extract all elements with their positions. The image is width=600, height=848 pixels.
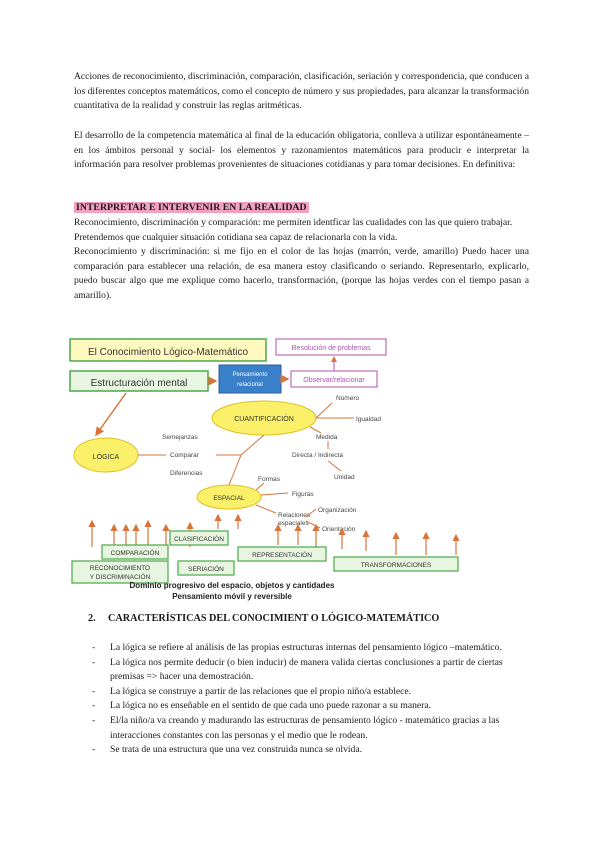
list-item — [92, 714, 532, 743]
characteristics-list — [92, 641, 532, 758]
comparacion-label: COMPARACIÓN — [110, 550, 160, 557]
representacion-label: REPRESENTACIÓN — [252, 552, 312, 559]
section-number: 2. — [88, 613, 96, 624]
list-item-text: La lógica se refiere al análisis de las propias estructuras internas del pensamiento lógico –matemático. — [110, 642, 502, 653]
word-relaciones-2: espaciales — [278, 520, 309, 527]
bullet-dash: - — [92, 714, 96, 726]
list-item-text: La lógica se construye a partir de las relaciones que el propio niño/a establece. — [110, 685, 412, 697]
word-orientacion: Orientación — [322, 526, 356, 533]
word-igualdad: Igualdad — [356, 416, 381, 423]
list-item — [92, 743, 532, 758]
structuring-label: Estructuración mental — [90, 378, 188, 389]
list-item-text: La lógica nos permite deducir (o bien inducir) de manera valida ciertas conclusiones a partir de ciertas premisas => hacer una demostración. — [110, 656, 503, 683]
word-semejanzas: Semejanzas — [162, 434, 198, 441]
clasificacion-label: CLASIFICACIÓN — [174, 536, 224, 543]
logico-matematico-diagram — [66, 335, 528, 605]
relational-box — [219, 365, 281, 393]
word-medida: Medida — [316, 434, 338, 441]
interpret-line: Pretendemos que cualquier situación cotidiana sea capaz de relacionarla con la vida. — [74, 231, 398, 243]
reconocimiento-label-2: Y DISCRIMINACIÓN — [89, 574, 151, 581]
logic-label: LÓGICA — [92, 454, 120, 461]
list-item — [92, 699, 532, 714]
reconocimiento-label-1: RECONOCIMIENTO — [89, 565, 151, 572]
word-diferencias: Diferencias — [170, 470, 203, 477]
highlighted-heading: INTERPRETAR E INTERVENIR EN LA REALIDAD — [76, 202, 307, 213]
competence-paragraph: El desarrollo de la competencia matemática al final de la educación obligatoria, conlleva a utilizar espontáneamente –en los ámbitos personal y social- los elementos y razonamientos matemáticos para producir e interpretar la información para resolver problemas provenientes de situaciones cotidianas y para tomar decisiones. En definitiva: — [74, 130, 529, 171]
observe-label: Observar/relacionar — [303, 377, 365, 384]
problem-solving-label: Resolución de problemas — [291, 345, 371, 352]
list-item — [92, 685, 532, 700]
caption-line-1: Dominio progresivo del espacio, objetos y cantidades — [129, 581, 335, 590]
section-title: CARACTERÍSTICAS DEL CONOCIMIENT O LÓGICO-MATEMÁTICO — [108, 613, 440, 624]
intro-paragraph: Acciones de reconocimiento, discriminación, comparación, clasificación, seriación y correspondencia, que conducen a los diferentes conceptos matemáticos, como el concepto de número y sus propiedades, para alcanzar la transformación cuantitativa de la realidad y construir las reglas aritméticas. — [74, 71, 529, 112]
spatial-label: ESPACIAL — [213, 495, 245, 502]
list-item — [92, 656, 532, 685]
transformaciones-label: TRANSFORMACIONES — [360, 562, 432, 569]
word-formas: Formas — [258, 476, 281, 483]
word-directa: Directa / Indirecta — [292, 452, 343, 459]
word-organizacion: Organización — [318, 507, 357, 514]
seriacion-label: SERIACIÓN — [188, 566, 224, 573]
relational-label-1: Pensamiento — [232, 372, 268, 378]
word-relaciones-1: Relaciones — [278, 512, 311, 519]
bullet-dash: - — [92, 744, 96, 756]
interpret-line: Reconocimiento, discriminación y comparación: me permiten identficar las cualidades con las que quiero trabajar. — [74, 217, 513, 228]
section-heading — [88, 613, 439, 624]
interpret-block — [74, 216, 529, 304]
word-unidad: Unidad — [334, 474, 355, 481]
bullet-dash: - — [92, 685, 96, 697]
diagram-title: El Conocimiento Lógico-Matemático — [87, 347, 249, 358]
list-item-text: Se trata de una estructura que una vez construida nunca se olvida. — [110, 744, 363, 756]
bullet-dash: - — [92, 656, 96, 668]
bullet-dash: - — [92, 642, 96, 653]
word-figuras: Figuras — [292, 491, 314, 498]
word-numero: Número — [336, 395, 360, 402]
word-comparar: Comparar — [170, 452, 199, 459]
relational-label-2: relacional — [237, 382, 263, 388]
caption-line-2: Pensamiento móvil y reversible — [172, 592, 292, 601]
list-item — [92, 641, 532, 656]
quantification-label: CUANTIFICACIÓN — [234, 416, 294, 423]
bullet-dash: - — [92, 700, 96, 712]
list-item-text: La lógica no es enseñable en el sentido de que cada uno puede razonar a su manera. — [110, 700, 431, 712]
list-item-text: El/la niño/a va creando y madurando las estructuras de pensamiento lógico - matemático gracias a las interacciones constantes con las personas y el medio que le rodean. — [110, 714, 500, 741]
interpret-line: Reconocimiento y discriminación: si me fijo en el color de las hojas (marrón, verde, amarillo) Puedo hacer una comparación para establecer una relación, de esa manera estoy clasificando o seriando. Representarlo, explicarlo, puedo buscar algo que me explique como hacerlo, transformación, (porque las hojas verdes con el tiempo pasan a amarillo). — [74, 246, 529, 301]
